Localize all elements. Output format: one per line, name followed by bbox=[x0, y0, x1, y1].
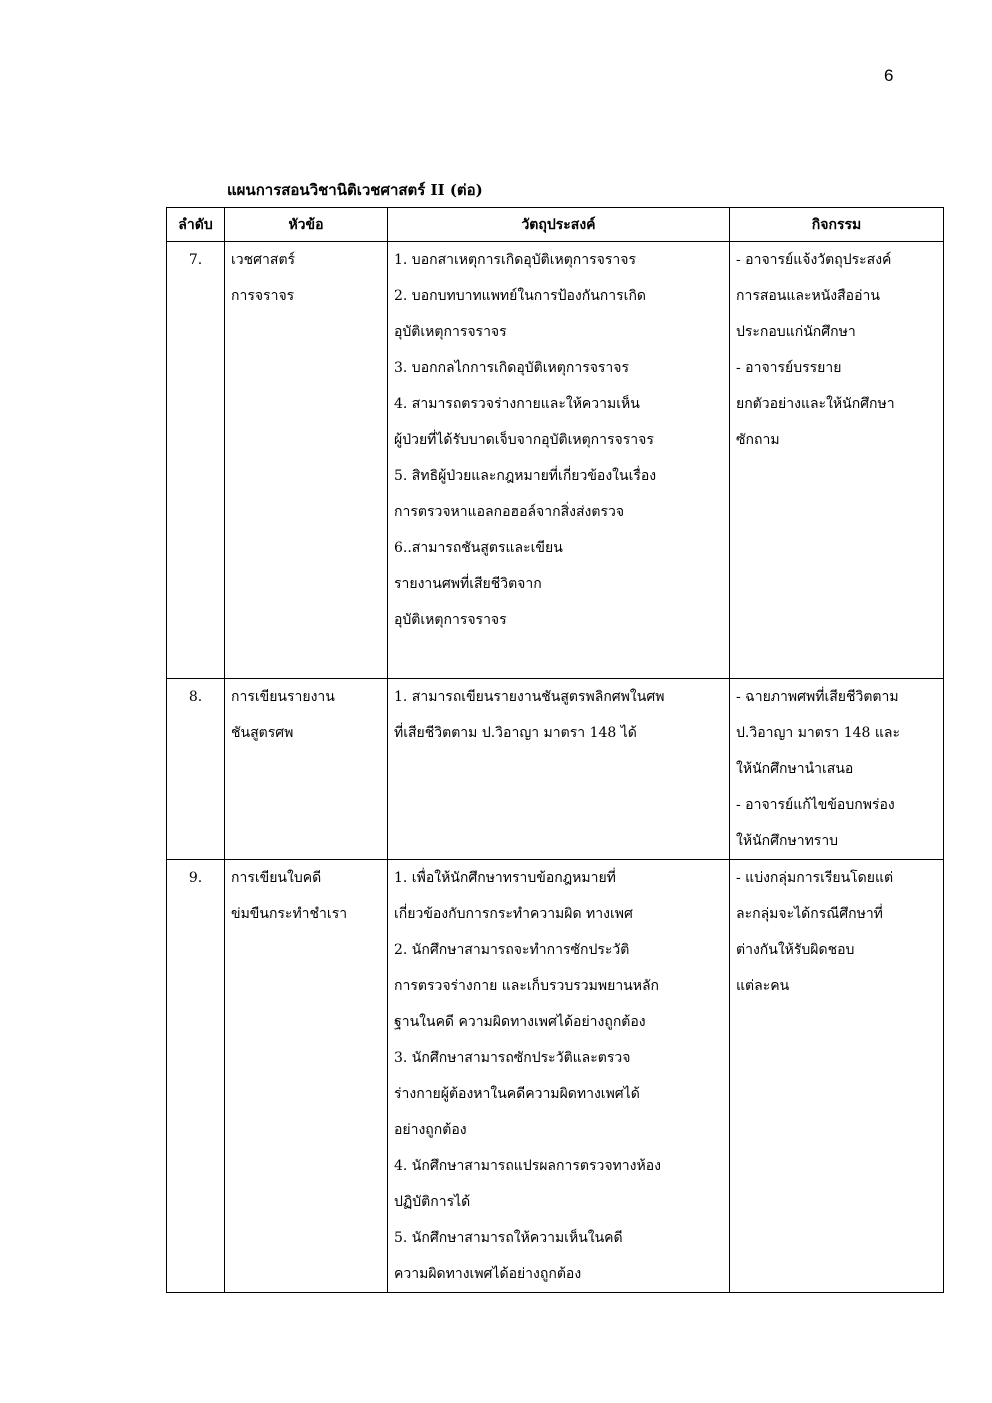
activity-line: - แบ่งกลุ่มการเรียนโดยแต่ bbox=[736, 870, 894, 886]
objective-line: 1. สามารถเขียนรายงานชันสูตรพลิกศพในศพ bbox=[394, 689, 665, 705]
objective-line: 4. สามารถตรวจร่างกายและให้ความเห็น bbox=[394, 396, 640, 412]
row-number: 8. bbox=[188, 689, 203, 705]
topic-cell bbox=[225, 679, 388, 860]
objectives-cell bbox=[388, 242, 730, 679]
objective-line: 5. นักศึกษาสามารถให้ความเห็นในคดี bbox=[394, 1230, 623, 1246]
activity-line: ให้นักศึกษานำเสนอ bbox=[736, 761, 854, 777]
objective-line: ฐานในคดี ความผิดทางเพศได้อย่างถูกต้อง bbox=[394, 1014, 646, 1030]
objective-line: 2. นักศึกษาสามารถจะทำการซักประวัติ bbox=[394, 942, 630, 958]
row-number-cell bbox=[167, 860, 225, 1293]
objective-line: อุบัติเหตุการจราจร bbox=[394, 324, 507, 340]
topic-line: การเขียนใบคดี bbox=[231, 870, 322, 886]
activity-line: - อาจารย์บรรยาย bbox=[736, 360, 842, 376]
header-objectives: วัตถุประสงค์ bbox=[388, 208, 730, 242]
objective-line: รายงานศพที่เสียชีวิตจาก bbox=[394, 576, 542, 592]
objective-line: 1. เพื่อให้นักศึกษาทราบข้อกฎหมายที่ bbox=[394, 870, 616, 886]
activity-line: ประกอบแก่นักศึกษา bbox=[736, 324, 856, 340]
page-number: 6 bbox=[884, 66, 894, 85]
topic-line: เวชศาสตร์ bbox=[231, 252, 296, 268]
topic-cell bbox=[225, 242, 388, 679]
activity-line: - อาจารย์แจ้งวัตถุประสงค์ bbox=[736, 252, 892, 268]
objective-line: 3. นักศึกษาสามารถซักประวัติและตรวจ bbox=[394, 1050, 631, 1066]
topic-line: ชันสูตรศพ bbox=[231, 725, 294, 741]
activity-line: แต่ละคน bbox=[736, 978, 790, 994]
table-row bbox=[167, 242, 944, 679]
objective-line: เกี่ยวข้องกับการกระทำความผิด ทางเพศ bbox=[394, 906, 633, 922]
topic-line: ข่มขืนกระทำชำเรา bbox=[231, 906, 348, 922]
header-activities: กิจกรรม bbox=[730, 208, 944, 242]
activities-cell bbox=[730, 242, 944, 679]
objective-line: ที่เสียชีวิตตาม ป.วิอาญา มาตรา 148 ได้ bbox=[394, 725, 637, 741]
objective-line: ความผิดทางเพศได้อย่างถูกต้อง bbox=[394, 1266, 582, 1282]
topic-line: การเขียนรายงาน bbox=[231, 689, 335, 705]
objective-line: ปฏิบัติการได้ bbox=[394, 1194, 471, 1210]
activity-line: ป.วิอาญา มาตรา 148 และ bbox=[736, 725, 901, 741]
activity-line: การสอนและหนังสืออ่าน bbox=[736, 288, 880, 304]
activity-line: - อาจารย์แก้ไขข้อบกพร่อง bbox=[736, 797, 895, 813]
table-body bbox=[167, 242, 944, 1293]
objective-line: 3. บอกกลไกการเกิดอุบัติเหตุการจราจร bbox=[394, 360, 630, 376]
table-title: แผนการสอนวิชานิติเวชศาสตร์ II (ต่อ) bbox=[227, 181, 483, 199]
topic-line: การจราจร bbox=[231, 288, 295, 304]
table-row bbox=[167, 860, 944, 1293]
activity-line: ต่างกันให้รับผิดชอบ bbox=[736, 942, 855, 958]
activity-line: ให้นักศึกษาทราบ bbox=[736, 833, 839, 849]
objective-line: 4. นักศึกษาสามารถแปรผลการตรวจทางห้อง bbox=[394, 1158, 661, 1174]
objective-line: การตรวจร่างกาย และเก็บรวบรวมพยานหลัก bbox=[394, 978, 660, 994]
objective-line: 1. บอกสาเหตุการเกิดอุบัติเหตุการจราจร bbox=[394, 252, 636, 268]
objective-line: 2. บอกบทบาทแพทย์ในการป้องกันการเกิด bbox=[394, 288, 647, 304]
activity-line: ยกตัวอย่างและให้นักศึกษา bbox=[736, 396, 895, 412]
table-row bbox=[167, 679, 944, 860]
objectives-cell bbox=[388, 679, 730, 860]
activities-cell bbox=[730, 679, 944, 860]
objectives-cell bbox=[388, 860, 730, 1293]
header-topic: หัวข้อ bbox=[225, 208, 388, 242]
row-number: 9. bbox=[188, 870, 203, 886]
topic-cell bbox=[225, 860, 388, 1293]
objective-line: 6..สามารถชันสูตรและเขียน bbox=[394, 540, 563, 556]
activity-line: ละกลุ่มจะได้กรณีศึกษาที่ bbox=[736, 906, 883, 922]
activities-cell bbox=[730, 860, 944, 1293]
activity-line: ซักถาม bbox=[736, 432, 780, 448]
activity-line: - ฉายภาพศพที่เสียชีวิตตาม bbox=[736, 689, 899, 705]
objective-line: อุบัติเหตุการจราจร bbox=[394, 612, 507, 628]
objective-line: ผู้ป่วยที่ได้รับบาดเจ็บจากอุบัติเหตุการจราจร bbox=[394, 432, 654, 448]
row-number-cell bbox=[167, 242, 225, 679]
objective-line: การตรวจหาแอลกอฮอล์จากสิ่งส่งตรวจ bbox=[394, 504, 625, 520]
header-order: ลำดับ bbox=[167, 208, 225, 242]
objective-line: ร่างกายผู้ต้องหาในคดีความผิดทางเพศได้ bbox=[394, 1086, 640, 1102]
row-number: 7. bbox=[188, 252, 203, 268]
objective-line: 5. สิทธิผู้ป่วยและกฎหมายที่เกี่ยวข้องในเรื่อง bbox=[394, 468, 657, 484]
row-number-cell bbox=[167, 679, 225, 860]
table-header bbox=[167, 208, 944, 242]
objective-line: อย่างถูกต้อง bbox=[394, 1122, 467, 1138]
teaching-plan-table bbox=[166, 207, 944, 1293]
